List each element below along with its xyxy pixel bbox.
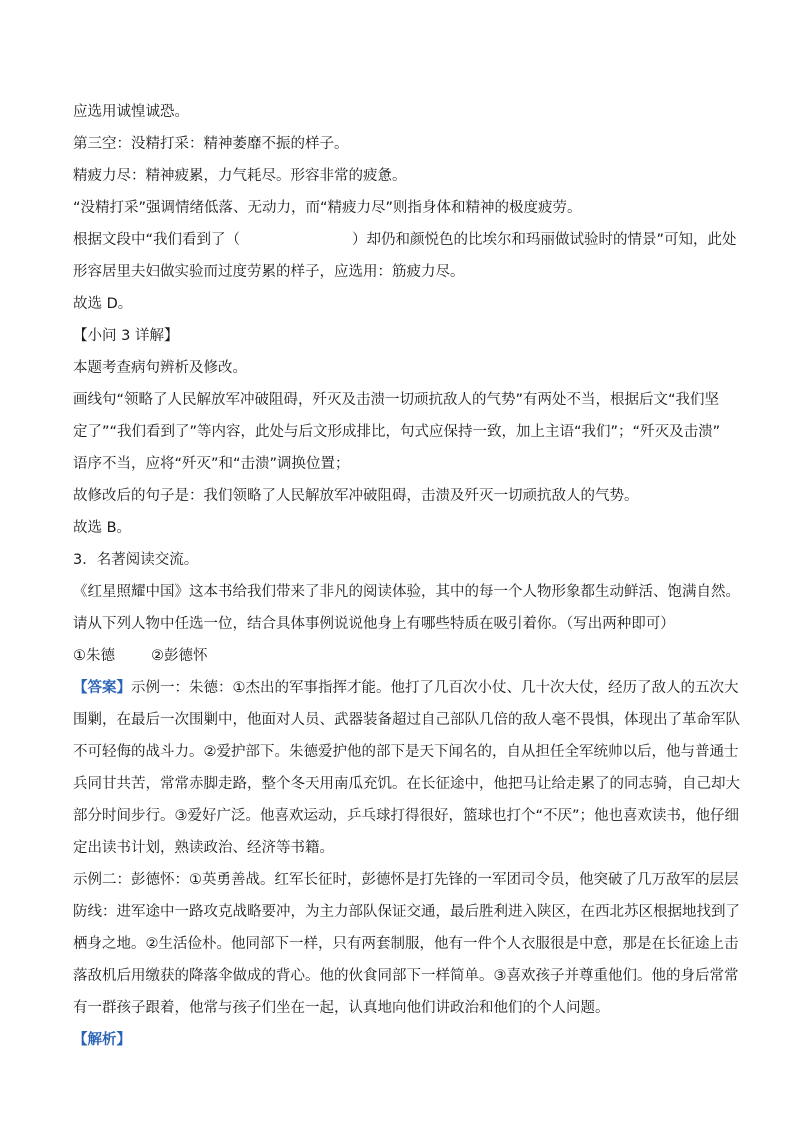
text-line: 《红星照耀中国》这本书给我们带来了非凡的阅读体验，其中的每一个人物形象都生动鲜活、饱满自然。 [73, 584, 740, 600]
text-line: 围剿，在最后一次围剿中，他面对人员、武器装备超过自己部队几倍的敌人毫不畏惧，体现出了革命军队 [73, 712, 740, 728]
question-title: 3．名著阅读交流。 [73, 552, 199, 568]
options-line [73, 646, 733, 666]
text-line: 画线句“领略了人民解放军冲破阻碍，歼灭及击溃一切顽抗敌人的气势”有两处不当，根据后文“我们坚 [73, 392, 720, 408]
text-line: 语序不当，应将“歼灭”和“击溃”调换位置； [73, 456, 350, 472]
text-line: 落敌机后用缴获的降落伞做成的背心。他的伙食同部下一样简单。③喜欢孩子并尊重他们。他的身后常常 [73, 968, 739, 984]
text-line: 示例二：彭德怀：①英勇善战。红军长征时，彭德怀是打先锋的一军团司令员，他突破了几万敌军的层层 [73, 872, 739, 888]
text-line: 故选 D。 [73, 296, 133, 312]
text-line: 定出读书计划，熟读政治、经济等书籍。 [73, 840, 334, 856]
text-line [73, 230, 737, 250]
option-zhude: ①朱德 [73, 648, 115, 664]
text-segment: 根据文段中“我们看到了（ [73, 232, 241, 248]
text-segment: 示例一：朱德：①杰出的军事指挥才能。他打了几百次小仗、几十次大仗，经历了敌人的五次大 [131, 680, 739, 696]
text-line: 有一群孩子跟着，他常与孩子们坐在一起，认真地向他们讲政治和他们的个人问题。 [73, 1000, 610, 1016]
text-line: 第三空：没精打采：精神萎靡不振的样子。 [73, 136, 349, 152]
section-heading: 【小问 3 详解】 [73, 328, 179, 344]
text-line: 兵同甘共苦，常常赤脚走路，整个冬天用南瓜充饥。在长征途中，他把马让给走累了的同志骑，自己却大 [73, 776, 740, 792]
text-line: 精疲力尽：精神疲累，力气耗尽。形容非常的疲惫。 [73, 168, 407, 184]
text-line: 部分时间步行。③爱好广泛。他喜欢运动，乒乓球打得很好，篮球也打个“不厌”；他也喜欢读书，他仔细 [73, 808, 740, 824]
text-line: 定了”“我们看到了”等内容，此处与后文形成排比，句式应保持一致，加上主语“我们”；“歼灭及击溃” [73, 424, 721, 440]
text-line: 故修改后的句子是：我们领略了人民解放军冲破阻碍，击溃及歼灭一切顽抗敌人的气势。 [73, 488, 639, 504]
text-line: 请从下列人物中任选一位，结合具体事例说说他身上有哪些特质在吸引着你。（写出两种即可） [73, 616, 675, 632]
text-line: 不可轻侮的战斗力。②爱护部下。朱德爱护他的部下是天下闻名的，自从担任全军统帅以后，他与普通士 [73, 744, 739, 760]
option-pengdehuai: ②彭德怀 [151, 648, 208, 664]
text-line: 形容居里夫妇做实验而过度劳累的样子，应选用：筋疲力尽。 [73, 264, 465, 280]
text-segment: ）却仍和颜悦色的比埃尔和玛丽做试验时的情景”可知，此处 [352, 232, 737, 248]
text-line: 应选用诚惶诚恐。 [73, 104, 189, 120]
text-line: 本题考查病句辨析及修改。 [73, 360, 247, 376]
answer-line [73, 678, 739, 698]
text-line: “没精打采”强调情绪低落、无动力，而“精疲力尽”则指身体和精神的极度疲劳。 [73, 200, 582, 216]
text-line: 防线：进军途中一路攻克战略要冲，为主力部队保证交通，最后胜利进入陕区，在西北苏区根据地找到了 [73, 904, 740, 920]
text-line: 故选 B。 [73, 520, 132, 536]
text-line: 栖身之地。②生活俭朴。他同部下一样，只有两套制服，他有一件个人衣服很是中意，那是在长征途上击 [73, 936, 739, 952]
answer-label: 【答案】 [73, 680, 131, 696]
analysis-label: 【解析】 [73, 1032, 131, 1048]
